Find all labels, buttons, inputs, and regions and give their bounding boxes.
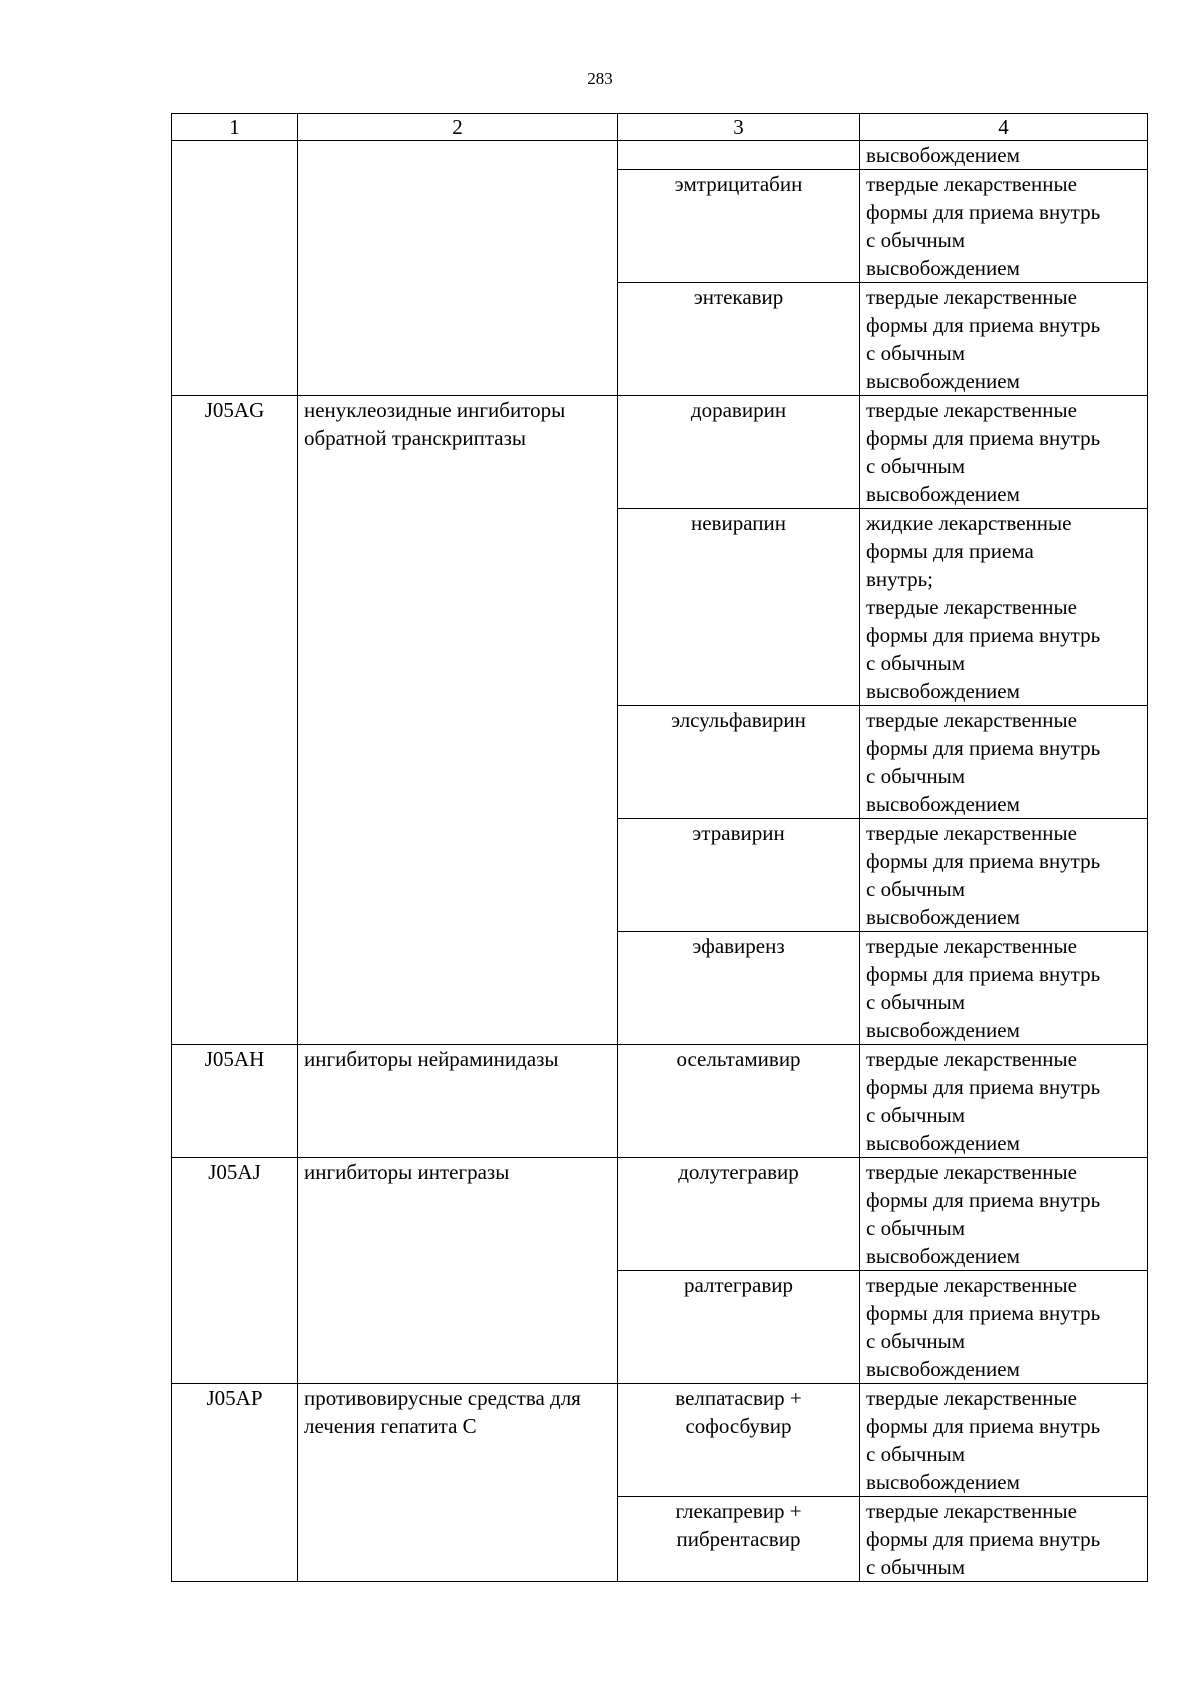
dosage-form-cell: твердые лекарственные формы для приема внутрь с обычным высвобождением (860, 1384, 1148, 1497)
atc-code-cell: J05AJ (172, 1158, 298, 1384)
dosage-form-cell: твердые лекарственные формы для приема внутрь с обычным высвобождением (860, 283, 1148, 396)
drug-name-cell: этравирин (618, 819, 860, 932)
table-row (172, 141, 1148, 170)
drug-name-cell: элсульфавирин (618, 706, 860, 819)
drug-name-cell: невирапин (618, 509, 860, 706)
table-row (172, 396, 1148, 509)
column-header-3: 3 (618, 114, 860, 141)
drug-name-cell: глекапревир + пибрентасвир (618, 1497, 860, 1582)
atc-code-cell: J05AP (172, 1384, 298, 1582)
drug-name-cell: ралтегравир (618, 1271, 860, 1384)
drug-name-cell: эмтрицитабин (618, 170, 860, 283)
dosage-form-cell: твердые лекарственные формы для приема внутрь с обычным (860, 1497, 1148, 1582)
drug-name-cell (618, 141, 860, 170)
atc-code-cell: J05AG (172, 396, 298, 1045)
table-header-row (172, 114, 1148, 141)
drug-name-cell: долутегравир (618, 1158, 860, 1271)
column-header-4: 4 (860, 114, 1148, 141)
table-row (172, 1158, 1148, 1271)
drug-name-cell: велпатасвир + софосбувир (618, 1384, 860, 1497)
drug-table (171, 113, 1148, 1582)
group-name-cell: ингибиторы нейраминидазы (298, 1045, 618, 1158)
group-name-cell: ненуклеозидные ингибиторы обратной транскриптазы (298, 396, 618, 1045)
table-row (172, 1384, 1148, 1497)
dosage-form-cell: твердые лекарственные формы для приема внутрь с обычным высвобождением (860, 819, 1148, 932)
group-name-cell: противовирусные средства для лечения гепатита С (298, 1384, 618, 1582)
dosage-form-cell: твердые лекарственные формы для приема внутрь с обычным высвобождением (860, 1271, 1148, 1384)
dosage-form-cell: твердые лекарственные формы для приема внутрь с обычным высвобождением (860, 170, 1148, 283)
table-row (172, 1045, 1148, 1158)
drug-name-cell: осельтамивир (618, 1045, 860, 1158)
dosage-form-cell: твердые лекарственные формы для приема внутрь с обычным высвобождением (860, 932, 1148, 1045)
drug-name-cell: доравирин (618, 396, 860, 509)
atc-code-cell: J05AH (172, 1045, 298, 1158)
atc-code-cell (172, 141, 298, 396)
column-header-2: 2 (298, 114, 618, 141)
dosage-form-cell: твердые лекарственные формы для приема внутрь с обычным высвобождением (860, 1045, 1148, 1158)
dosage-form-cell: высвобождением (860, 141, 1148, 170)
page-number: 283 (587, 69, 613, 88)
column-header-1: 1 (172, 114, 298, 141)
group-name-cell: ингибиторы интегразы (298, 1158, 618, 1384)
dosage-form-cell: твердые лекарственные формы для приема внутрь с обычным высвобождением (860, 1158, 1148, 1271)
group-name-cell (298, 141, 618, 396)
dosage-form-cell: твердые лекарственные формы для приема внутрь с обычным высвобождением (860, 706, 1148, 819)
drug-name-cell: эфавиренз (618, 932, 860, 1045)
dosage-form-cell: твердые лекарственные формы для приема внутрь с обычным высвобождением (860, 396, 1148, 509)
drug-name-cell: энтекавир (618, 283, 860, 396)
dosage-form-cell: жидкие лекарственные формы для приема внутрь; твердые лекарственные формы для приема внутрь с обычным высвобождением (860, 509, 1148, 706)
